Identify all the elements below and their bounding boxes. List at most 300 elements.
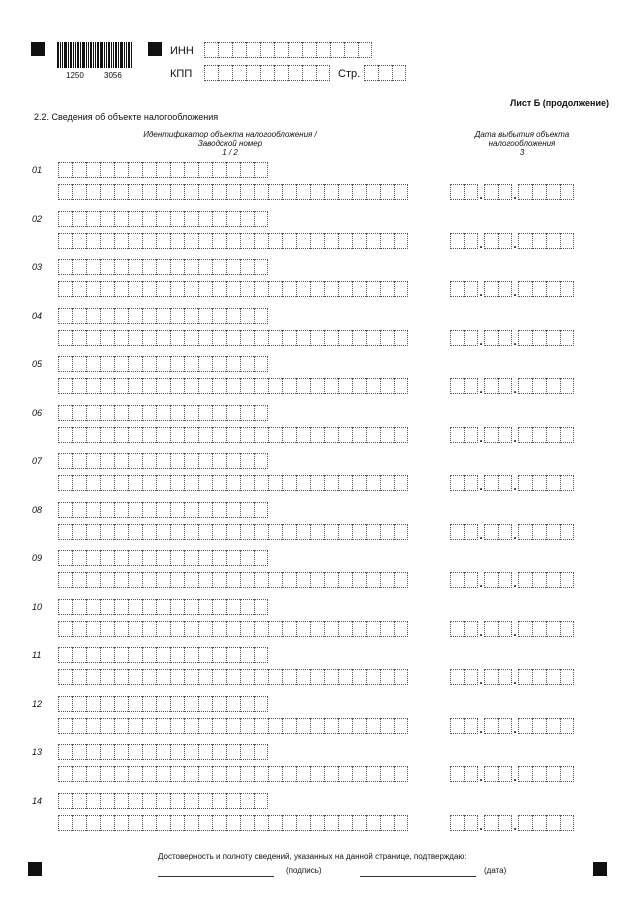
char-cell[interactable] xyxy=(156,696,170,712)
char-cell[interactable] xyxy=(450,669,464,685)
date-day[interactable] xyxy=(450,427,478,443)
char-cell[interactable] xyxy=(240,669,254,685)
char-cell[interactable] xyxy=(498,475,512,491)
char-cell[interactable] xyxy=(546,669,560,685)
char-cell[interactable] xyxy=(498,669,512,685)
char-cell[interactable] xyxy=(240,572,254,588)
char-cell[interactable] xyxy=(86,453,100,469)
date-day[interactable] xyxy=(450,815,478,831)
char-cell[interactable] xyxy=(226,718,240,734)
char-cell[interactable] xyxy=(232,65,246,81)
char-cell[interactable] xyxy=(114,744,128,760)
date-day[interactable] xyxy=(450,718,478,734)
char-cell[interactable] xyxy=(58,184,72,200)
char-cell[interactable] xyxy=(268,815,282,831)
char-cell[interactable] xyxy=(268,233,282,249)
char-cell[interactable] xyxy=(86,766,100,782)
char-cell[interactable] xyxy=(226,211,240,227)
char-cell[interactable] xyxy=(86,427,100,443)
char-cell[interactable] xyxy=(204,42,218,58)
char-cell[interactable] xyxy=(212,744,226,760)
char-cell[interactable] xyxy=(156,184,170,200)
disposal-date-field[interactable] xyxy=(450,524,574,540)
page-number-field[interactable] xyxy=(364,65,406,81)
char-cell[interactable] xyxy=(72,718,86,734)
char-cell[interactable] xyxy=(254,572,268,588)
char-cell[interactable] xyxy=(352,233,366,249)
char-cell[interactable] xyxy=(86,475,100,491)
char-cell[interactable] xyxy=(240,356,254,372)
char-cell[interactable] xyxy=(366,427,380,443)
date-day[interactable] xyxy=(450,475,478,491)
char-cell[interactable] xyxy=(86,550,100,566)
char-cell[interactable] xyxy=(114,162,128,178)
char-cell[interactable] xyxy=(170,405,184,421)
char-cell[interactable] xyxy=(240,259,254,275)
char-cell[interactable] xyxy=(268,621,282,637)
char-cell[interactable] xyxy=(128,330,142,346)
char-cell[interactable] xyxy=(546,621,560,637)
char-cell[interactable] xyxy=(142,378,156,394)
char-cell[interactable] xyxy=(58,647,72,663)
char-cell[interactable] xyxy=(316,65,330,81)
char-cell[interactable] xyxy=(380,233,394,249)
char-cell[interactable] xyxy=(484,184,498,200)
char-cell[interactable] xyxy=(156,475,170,491)
char-cell[interactable] xyxy=(86,259,100,275)
char-cell[interactable] xyxy=(212,475,226,491)
char-cell[interactable] xyxy=(378,65,392,81)
char-cell[interactable] xyxy=(58,793,72,809)
char-cell[interactable] xyxy=(532,184,546,200)
char-cell[interactable] xyxy=(86,502,100,518)
char-cell[interactable] xyxy=(484,766,498,782)
char-cell[interactable] xyxy=(198,405,212,421)
char-cell[interactable] xyxy=(58,330,72,346)
char-cell[interactable] xyxy=(364,65,378,81)
char-cell[interactable] xyxy=(184,502,198,518)
char-cell[interactable] xyxy=(296,572,310,588)
disposal-date-field[interactable] xyxy=(450,184,574,200)
char-cell[interactable] xyxy=(498,330,512,346)
char-cell[interactable] xyxy=(58,281,72,297)
char-cell[interactable] xyxy=(240,815,254,831)
char-cell[interactable] xyxy=(518,233,532,249)
char-cell[interactable] xyxy=(366,281,380,297)
char-cell[interactable] xyxy=(518,281,532,297)
char-cell[interactable] xyxy=(546,766,560,782)
char-cell[interactable] xyxy=(128,184,142,200)
char-cell[interactable] xyxy=(142,162,156,178)
char-cell[interactable] xyxy=(296,330,310,346)
char-cell[interactable] xyxy=(324,572,338,588)
char-cell[interactable] xyxy=(198,259,212,275)
char-cell[interactable] xyxy=(464,233,478,249)
date-day[interactable] xyxy=(450,330,478,346)
char-cell[interactable] xyxy=(484,427,498,443)
serial-number-field[interactable] xyxy=(58,330,408,346)
char-cell[interactable] xyxy=(324,718,338,734)
char-cell[interactable] xyxy=(226,647,240,663)
char-cell[interactable] xyxy=(198,184,212,200)
char-cell[interactable] xyxy=(268,718,282,734)
char-cell[interactable] xyxy=(302,42,316,58)
char-cell[interactable] xyxy=(254,184,268,200)
date-month[interactable] xyxy=(484,524,512,540)
char-cell[interactable] xyxy=(226,524,240,540)
char-cell[interactable] xyxy=(114,718,128,734)
char-cell[interactable] xyxy=(100,211,114,227)
char-cell[interactable] xyxy=(156,453,170,469)
char-cell[interactable] xyxy=(484,572,498,588)
char-cell[interactable] xyxy=(170,766,184,782)
char-cell[interactable] xyxy=(58,453,72,469)
char-cell[interactable] xyxy=(450,281,464,297)
char-cell[interactable] xyxy=(560,330,574,346)
char-cell[interactable] xyxy=(212,184,226,200)
char-cell[interactable] xyxy=(518,572,532,588)
char-cell[interactable] xyxy=(198,718,212,734)
char-cell[interactable] xyxy=(296,281,310,297)
char-cell[interactable] xyxy=(156,259,170,275)
char-cell[interactable] xyxy=(212,572,226,588)
char-cell[interactable] xyxy=(184,524,198,540)
char-cell[interactable] xyxy=(358,42,372,58)
date-day[interactable] xyxy=(450,766,478,782)
char-cell[interactable] xyxy=(170,744,184,760)
char-cell[interactable] xyxy=(338,475,352,491)
char-cell[interactable] xyxy=(226,184,240,200)
serial-number-field[interactable] xyxy=(58,815,408,831)
char-cell[interactable] xyxy=(352,524,366,540)
char-cell[interactable] xyxy=(546,184,560,200)
identifier-field[interactable] xyxy=(58,502,268,518)
char-cell[interactable] xyxy=(212,356,226,372)
char-cell[interactable] xyxy=(484,524,498,540)
char-cell[interactable] xyxy=(296,766,310,782)
char-cell[interactable] xyxy=(254,453,268,469)
char-cell[interactable] xyxy=(464,281,478,297)
char-cell[interactable] xyxy=(184,599,198,615)
char-cell[interactable] xyxy=(464,184,478,200)
char-cell[interactable] xyxy=(142,502,156,518)
disposal-date-field[interactable] xyxy=(450,281,574,297)
char-cell[interactable] xyxy=(72,475,86,491)
char-cell[interactable] xyxy=(450,233,464,249)
char-cell[interactable] xyxy=(100,184,114,200)
char-cell[interactable] xyxy=(518,669,532,685)
char-cell[interactable] xyxy=(114,696,128,712)
date-year[interactable] xyxy=(518,718,574,734)
char-cell[interactable] xyxy=(498,718,512,734)
char-cell[interactable] xyxy=(380,718,394,734)
char-cell[interactable] xyxy=(226,696,240,712)
char-cell[interactable] xyxy=(352,718,366,734)
char-cell[interactable] xyxy=(114,815,128,831)
disposal-date-field[interactable] xyxy=(450,621,574,637)
char-cell[interactable] xyxy=(72,502,86,518)
char-cell[interactable] xyxy=(212,427,226,443)
date-month[interactable] xyxy=(484,281,512,297)
char-cell[interactable] xyxy=(100,621,114,637)
char-cell[interactable] xyxy=(128,766,142,782)
char-cell[interactable] xyxy=(58,621,72,637)
char-cell[interactable] xyxy=(254,233,268,249)
char-cell[interactable] xyxy=(366,184,380,200)
serial-number-field[interactable] xyxy=(58,669,408,685)
char-cell[interactable] xyxy=(156,211,170,227)
char-cell[interactable] xyxy=(142,453,156,469)
char-cell[interactable] xyxy=(464,330,478,346)
char-cell[interactable] xyxy=(86,793,100,809)
char-cell[interactable] xyxy=(226,669,240,685)
char-cell[interactable] xyxy=(72,621,86,637)
date-month[interactable] xyxy=(484,378,512,394)
date-day[interactable] xyxy=(450,184,478,200)
char-cell[interactable] xyxy=(484,378,498,394)
char-cell[interactable] xyxy=(366,669,380,685)
char-cell[interactable] xyxy=(184,259,198,275)
char-cell[interactable] xyxy=(450,184,464,200)
char-cell[interactable] xyxy=(324,378,338,394)
date-month[interactable] xyxy=(484,621,512,637)
char-cell[interactable] xyxy=(498,524,512,540)
char-cell[interactable] xyxy=(86,718,100,734)
char-cell[interactable] xyxy=(240,647,254,663)
date-year[interactable] xyxy=(518,572,574,588)
char-cell[interactable] xyxy=(268,281,282,297)
char-cell[interactable] xyxy=(86,744,100,760)
char-cell[interactable] xyxy=(532,281,546,297)
char-cell[interactable] xyxy=(100,696,114,712)
disposal-date-field[interactable] xyxy=(450,427,574,443)
char-cell[interactable] xyxy=(338,184,352,200)
char-cell[interactable] xyxy=(198,647,212,663)
char-cell[interactable] xyxy=(464,669,478,685)
char-cell[interactable] xyxy=(142,475,156,491)
char-cell[interactable] xyxy=(352,378,366,394)
char-cell[interactable] xyxy=(142,405,156,421)
char-cell[interactable] xyxy=(394,621,408,637)
char-cell[interactable] xyxy=(560,572,574,588)
char-cell[interactable] xyxy=(100,718,114,734)
char-cell[interactable] xyxy=(310,766,324,782)
char-cell[interactable] xyxy=(86,356,100,372)
char-cell[interactable] xyxy=(254,621,268,637)
char-cell[interactable] xyxy=(128,502,142,518)
disposal-date-field[interactable] xyxy=(450,233,574,249)
date-year[interactable] xyxy=(518,378,574,394)
char-cell[interactable] xyxy=(198,550,212,566)
char-cell[interactable] xyxy=(464,524,478,540)
char-cell[interactable] xyxy=(532,572,546,588)
date-year[interactable] xyxy=(518,524,574,540)
date-month[interactable] xyxy=(484,815,512,831)
char-cell[interactable] xyxy=(128,453,142,469)
char-cell[interactable] xyxy=(72,259,86,275)
char-cell[interactable] xyxy=(198,669,212,685)
char-cell[interactable] xyxy=(226,427,240,443)
char-cell[interactable] xyxy=(212,696,226,712)
char-cell[interactable] xyxy=(184,405,198,421)
char-cell[interactable] xyxy=(226,330,240,346)
char-cell[interactable] xyxy=(282,815,296,831)
char-cell[interactable] xyxy=(226,405,240,421)
char-cell[interactable] xyxy=(532,330,546,346)
char-cell[interactable] xyxy=(58,550,72,566)
char-cell[interactable] xyxy=(184,453,198,469)
char-cell[interactable] xyxy=(128,572,142,588)
char-cell[interactable] xyxy=(498,572,512,588)
char-cell[interactable] xyxy=(184,647,198,663)
char-cell[interactable] xyxy=(268,378,282,394)
char-cell[interactable] xyxy=(532,815,546,831)
char-cell[interactable] xyxy=(170,378,184,394)
char-cell[interactable] xyxy=(464,475,478,491)
char-cell[interactable] xyxy=(142,356,156,372)
char-cell[interactable] xyxy=(156,427,170,443)
char-cell[interactable] xyxy=(72,793,86,809)
char-cell[interactable] xyxy=(100,453,114,469)
char-cell[interactable] xyxy=(338,572,352,588)
char-cell[interactable] xyxy=(546,427,560,443)
char-cell[interactable] xyxy=(100,502,114,518)
char-cell[interactable] xyxy=(268,766,282,782)
char-cell[interactable] xyxy=(240,793,254,809)
disposal-date-field[interactable] xyxy=(450,815,574,831)
char-cell[interactable] xyxy=(170,502,184,518)
char-cell[interactable] xyxy=(240,281,254,297)
char-cell[interactable] xyxy=(240,599,254,615)
char-cell[interactable] xyxy=(128,599,142,615)
char-cell[interactable] xyxy=(310,572,324,588)
identifier-field[interactable] xyxy=(58,744,268,760)
char-cell[interactable] xyxy=(100,766,114,782)
char-cell[interactable] xyxy=(72,405,86,421)
date-year[interactable] xyxy=(518,669,574,685)
char-cell[interactable] xyxy=(296,669,310,685)
char-cell[interactable] xyxy=(58,405,72,421)
char-cell[interactable] xyxy=(184,669,198,685)
char-cell[interactable] xyxy=(198,427,212,443)
char-cell[interactable] xyxy=(338,378,352,394)
char-cell[interactable] xyxy=(100,405,114,421)
char-cell[interactable] xyxy=(394,718,408,734)
char-cell[interactable] xyxy=(72,211,86,227)
char-cell[interactable] xyxy=(310,718,324,734)
char-cell[interactable] xyxy=(100,599,114,615)
char-cell[interactable] xyxy=(394,669,408,685)
char-cell[interactable] xyxy=(142,572,156,588)
char-cell[interactable] xyxy=(352,330,366,346)
char-cell[interactable] xyxy=(450,621,464,637)
char-cell[interactable] xyxy=(170,475,184,491)
char-cell[interactable] xyxy=(58,427,72,443)
char-cell[interactable] xyxy=(560,524,574,540)
char-cell[interactable] xyxy=(86,621,100,637)
char-cell[interactable] xyxy=(86,211,100,227)
disposal-date-field[interactable] xyxy=(450,766,574,782)
char-cell[interactable] xyxy=(394,475,408,491)
char-cell[interactable] xyxy=(100,550,114,566)
disposal-date-field[interactable] xyxy=(450,475,574,491)
char-cell[interactable] xyxy=(240,766,254,782)
char-cell[interactable] xyxy=(204,65,218,81)
char-cell[interactable] xyxy=(282,621,296,637)
char-cell[interactable] xyxy=(114,453,128,469)
char-cell[interactable] xyxy=(274,65,288,81)
char-cell[interactable] xyxy=(72,744,86,760)
char-cell[interactable] xyxy=(58,766,72,782)
char-cell[interactable] xyxy=(58,696,72,712)
char-cell[interactable] xyxy=(198,502,212,518)
char-cell[interactable] xyxy=(310,184,324,200)
char-cell[interactable] xyxy=(58,502,72,518)
char-cell[interactable] xyxy=(518,378,532,394)
char-cell[interactable] xyxy=(114,647,128,663)
char-cell[interactable] xyxy=(142,427,156,443)
char-cell[interactable] xyxy=(352,572,366,588)
char-cell[interactable] xyxy=(464,378,478,394)
char-cell[interactable] xyxy=(226,162,240,178)
char-cell[interactable] xyxy=(240,233,254,249)
char-cell[interactable] xyxy=(268,475,282,491)
char-cell[interactable] xyxy=(198,766,212,782)
char-cell[interactable] xyxy=(338,718,352,734)
char-cell[interactable] xyxy=(226,599,240,615)
char-cell[interactable] xyxy=(324,669,338,685)
char-cell[interactable] xyxy=(560,475,574,491)
char-cell[interactable] xyxy=(86,330,100,346)
char-cell[interactable] xyxy=(184,696,198,712)
date-year[interactable] xyxy=(518,330,574,346)
char-cell[interactable] xyxy=(240,162,254,178)
char-cell[interactable] xyxy=(352,669,366,685)
char-cell[interactable] xyxy=(268,572,282,588)
char-cell[interactable] xyxy=(310,815,324,831)
char-cell[interactable] xyxy=(114,184,128,200)
char-cell[interactable] xyxy=(560,184,574,200)
char-cell[interactable] xyxy=(170,184,184,200)
char-cell[interactable] xyxy=(338,815,352,831)
char-cell[interactable] xyxy=(142,330,156,346)
char-cell[interactable] xyxy=(232,42,246,58)
char-cell[interactable] xyxy=(324,281,338,297)
char-cell[interactable] xyxy=(246,65,260,81)
char-cell[interactable] xyxy=(72,330,86,346)
char-cell[interactable] xyxy=(366,330,380,346)
char-cell[interactable] xyxy=(72,162,86,178)
char-cell[interactable] xyxy=(254,356,268,372)
char-cell[interactable] xyxy=(268,330,282,346)
char-cell[interactable] xyxy=(254,211,268,227)
char-cell[interactable] xyxy=(240,744,254,760)
char-cell[interactable] xyxy=(282,669,296,685)
char-cell[interactable] xyxy=(100,356,114,372)
char-cell[interactable] xyxy=(156,766,170,782)
char-cell[interactable] xyxy=(72,378,86,394)
char-cell[interactable] xyxy=(198,572,212,588)
date-day[interactable] xyxy=(450,524,478,540)
char-cell[interactable] xyxy=(282,524,296,540)
date-month[interactable] xyxy=(484,330,512,346)
char-cell[interactable] xyxy=(86,599,100,615)
char-cell[interactable] xyxy=(296,184,310,200)
char-cell[interactable] xyxy=(156,330,170,346)
char-cell[interactable] xyxy=(184,572,198,588)
identifier-field[interactable] xyxy=(58,599,268,615)
char-cell[interactable] xyxy=(380,815,394,831)
